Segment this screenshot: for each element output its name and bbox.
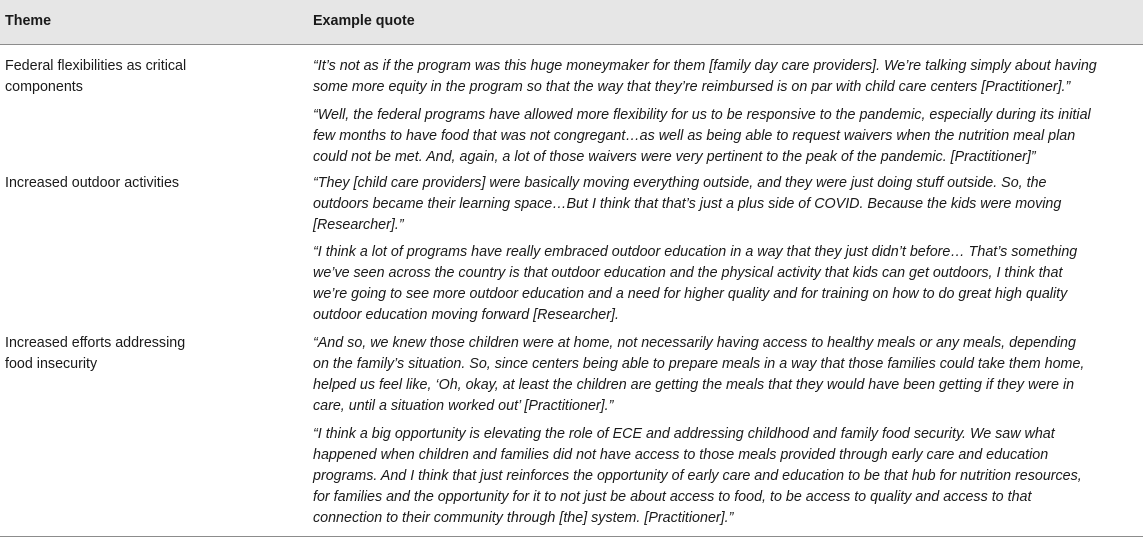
quote-line: outdoor education moving forward [Researcher]. <box>313 307 619 323</box>
quote-line: we’re going to see more outdoor education and a need for higher quality and for training on how to do great high quality <box>313 286 1068 302</box>
quote-line: few months to have food that was not congregant…as well as being able to request waivers when the nutrition meal plan <box>313 128 1076 144</box>
quote-line: we’ve seen across the country is that outdoor education and the physical activity that kids can get outdoors, I think that <box>313 265 1063 281</box>
quote-line: “I think a lot of programs have really embraced outdoor education in a way that they just didn’t before… That’s something <box>313 244 1078 260</box>
bottom-rule <box>0 536 1143 537</box>
quote-line: happened when children and families did not have access to those meals provided through early care and education <box>313 447 1049 463</box>
quote-line: outdoors became their learning space…But I think that that’s just a plus side of COVID. Because the kids were moving <box>313 196 1062 212</box>
theme-line: Increased outdoor activities <box>5 175 180 191</box>
quote-line: some more equity in the program so that the way that they’re reimbursed is on par with child care centers [Practitioner].” <box>313 79 1071 95</box>
column-header-example-quote: Example quote <box>313 13 415 29</box>
theme-cell <box>5 173 275 194</box>
quote-paragraph <box>313 56 1139 98</box>
quote-line: “I think a big opportunity is elevating the role of ECE and addressing childhood and family food security. We saw what <box>313 426 1055 442</box>
quote-line: “They [child care providers] were basically moving everything outside, and they were just doing stuff outside. So, the <box>313 175 1047 191</box>
quote-paragraph <box>313 424 1139 529</box>
quote-line: care, until a situation worked out’ [Practitioner].” <box>313 398 614 414</box>
theme-line: Increased efforts addressing <box>5 335 186 351</box>
theme-line: components <box>5 79 83 95</box>
quote-line: could not be met. And, again, a lot of those waivers were very pertinent to the peak of the pandemic. [Practitioner]” <box>313 149 1036 165</box>
table-header <box>0 0 1143 44</box>
quote-paragraph <box>313 242 1139 326</box>
quote-paragraph <box>313 105 1139 168</box>
theme-line: food insecurity <box>5 356 98 372</box>
quote-line: “And so, we knew those children were at home, not necessarily having access to healthy meals or any meals, depending <box>313 335 1076 351</box>
quote-line: helped us feel like, ‘Oh, okay, at least the children are getting the meals that they would have been getting if they were in <box>313 377 1075 393</box>
quote-line: “It’s not as if the program was this huge moneymaker for them [family day care providers]. We’re talking simply about having <box>313 58 1097 74</box>
theme-cell <box>5 333 275 375</box>
quote-paragraph <box>313 333 1139 417</box>
quote-line: connection to their community through [the] system. [Practitioner].” <box>313 510 734 526</box>
header-rule <box>0 44 1143 45</box>
theme-line: Federal flexibilities as critical <box>5 58 187 74</box>
quote-line: on the family’s situation. So, since centers being able to prepare meals in a way that those families could take them home, <box>313 356 1085 372</box>
column-header-theme: Theme <box>5 13 52 29</box>
quote-line: for families and the opportunity for it to not just be about access to food, to be access to quality and access to that <box>313 489 1032 505</box>
quote-line: “Well, the federal programs have allowed more flexibility for us to be responsive to the pandemic, especially during its initial <box>313 107 1091 123</box>
quote-paragraph <box>313 173 1139 236</box>
theme-cell <box>5 56 275 98</box>
quote-line: [Researcher].” <box>313 217 404 233</box>
quote-line: programs. And I think that just reinforces the opportunity of early care and education to be that hub for nutrition resources, <box>313 468 1082 484</box>
